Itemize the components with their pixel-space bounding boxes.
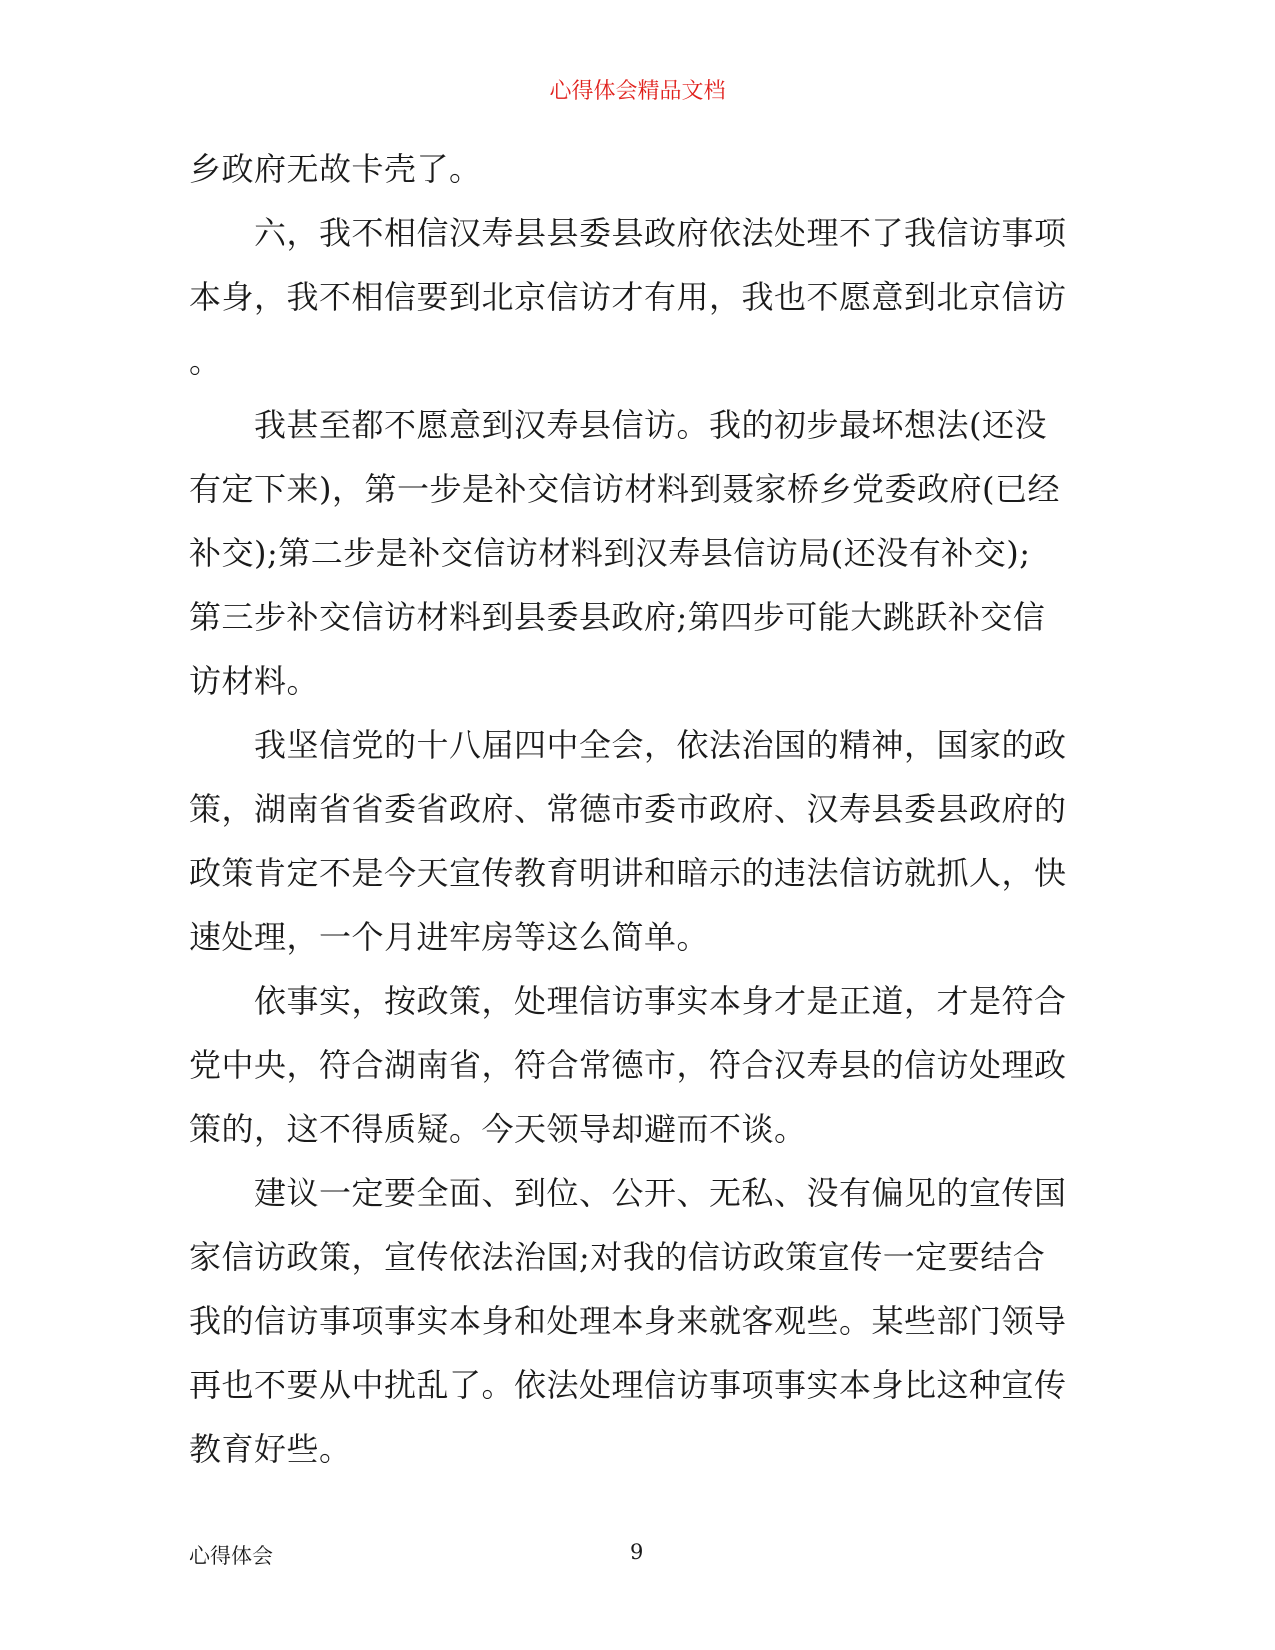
body-line: 速处理，一个月进牢房等这么简单。 bbox=[189, 918, 710, 956]
body-line: 我甚至都不愿意到汉寿县信访。我的初步最坏想法(还没 bbox=[189, 406, 1047, 444]
body-line: 我的信访事项事实本身和处理本身来就客观些。某些部门领导 bbox=[189, 1302, 1067, 1340]
body-line: 政策肯定不是今天宣传教育明讲和暗示的违法信访就抓人，快 bbox=[189, 854, 1067, 892]
body-line: 有定下来)，第一步是补交信访材料到聂家桥乡党委政府(已经 bbox=[189, 470, 1060, 508]
document-header: 心得体会精品文档 bbox=[549, 79, 726, 104]
body-line: 党中央，符合湖南省，符合常德市，符合汉寿县的信访处理政 bbox=[189, 1046, 1067, 1084]
body-line: 本身，我不相信要到北京信访才有用，我也不愿意到北京信访 bbox=[189, 278, 1067, 316]
body-line: 补交);第二步是补交信访材料到汉寿县信访局(还没有补交); bbox=[189, 534, 1031, 572]
body-line: 六，我不相信汉寿县县委县政府依法处理不了我信访事项 bbox=[189, 214, 1067, 252]
body-line: 策的，这不得质疑。今天领导却避而不谈。 bbox=[189, 1110, 807, 1148]
body-line: 教育好些。 bbox=[189, 1430, 352, 1468]
body-line: 访材料。 bbox=[189, 662, 320, 700]
body-line: 第三步补交信访材料到县委县政府;第四步可能大跳跃补交信 bbox=[189, 598, 1046, 636]
body-line: 家信访政策，宣传依法治国;对我的信访政策宣传一定要结合 bbox=[189, 1238, 1046, 1276]
body-line: 我坚信党的十八届四中全会，依法治国的精神，国家的政 bbox=[189, 726, 1067, 764]
body-line: 建议一定要全面、到位、公开、无私、没有偏见的宣传国 bbox=[189, 1174, 1067, 1212]
page-number: 9 bbox=[630, 1540, 644, 1564]
body-line: 依事实，按政策，处理信访事实本身才是正道，才是符合 bbox=[189, 982, 1067, 1020]
body-line: 再也不要从中扰乱了。依法处理信访事项事实本身比这种宣传 bbox=[189, 1366, 1067, 1404]
body-line: 。 bbox=[189, 342, 222, 380]
body-line: 策，湖南省省委省政府、常德市委市政府、汉寿县委县政府的 bbox=[189, 790, 1067, 828]
document-body bbox=[189, 137, 1084, 1481]
body-line: 乡政府无故卡壳了。 bbox=[189, 150, 482, 188]
footer-label: 心得体会 bbox=[189, 1544, 273, 1568]
